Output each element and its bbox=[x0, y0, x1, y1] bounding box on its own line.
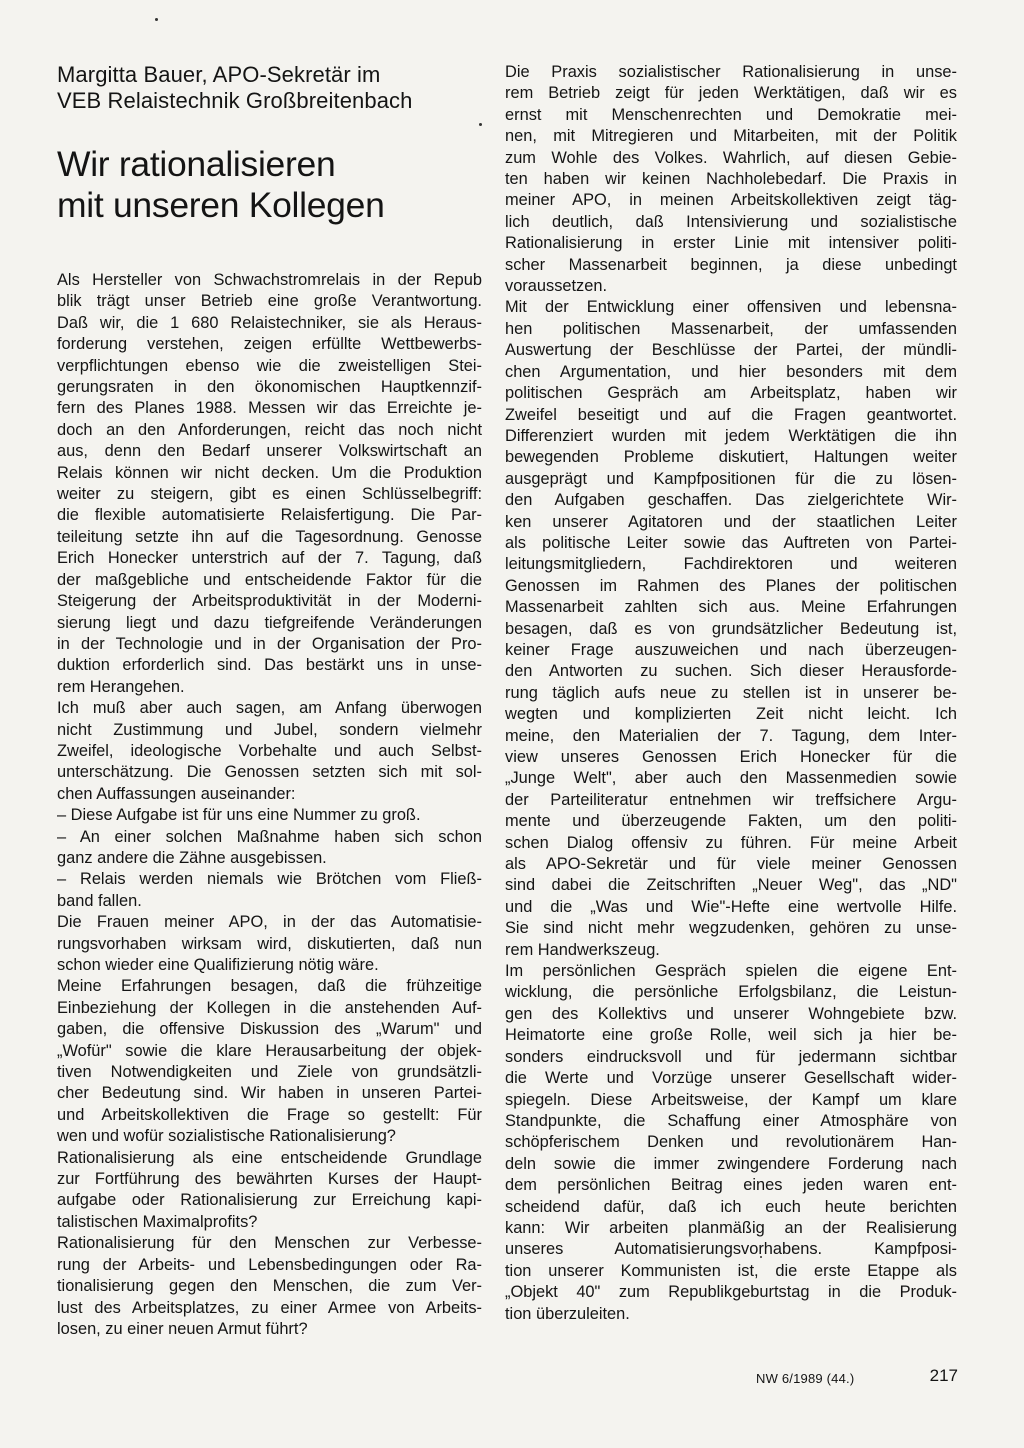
text-line: Differenziert wurden mit jedem Werktätigen die ihn bbox=[505, 426, 957, 445]
text-line: – Diese Aufgabe ist für uns eine Nummer zu groß. bbox=[57, 806, 421, 825]
text-line: tionalisierung gegen den Menschen, die zum Ver- bbox=[57, 1277, 482, 1296]
paragraph bbox=[505, 961, 957, 1325]
text-line: band fallen. bbox=[57, 891, 142, 910]
text-line: meine, den Materialien der 7. Tagung, dem Inter- bbox=[505, 726, 957, 745]
title-line: Wir rationalisieren bbox=[57, 144, 336, 184]
text-line: Standpunkte, die Schaffung einer Atmosphäre von bbox=[505, 1111, 957, 1130]
right-column-body bbox=[505, 62, 957, 1325]
text-line: Zweifel, ideologische Vorbehalte und auch Selbst- bbox=[57, 741, 482, 760]
text-line: verpflichtungen ebenso wie die zweistelligen Stei- bbox=[57, 356, 482, 375]
text-line: meiner APO, in meinen Arbeitskollektiven zeigt täg- bbox=[505, 191, 957, 210]
text-line: Im persönlichen Gespräch spielen die eigene Ent- bbox=[505, 962, 957, 981]
text-line: blik trägt unser Betrieb eine große Verantwortung. bbox=[57, 292, 482, 311]
text-line: bewegenden Probleme diskutiert, Haltungen weiter bbox=[505, 448, 957, 467]
text-line: und die „Was und Wie"-Hefte eine wertvolle Hilfe. bbox=[505, 897, 957, 916]
text-line: aus, denn den Bedarf unserer Volkswirtschaft an bbox=[57, 442, 482, 461]
text-line: die flexible automatisierte Relaisfertigung. Die Par- bbox=[57, 506, 482, 525]
text-line: rem Handwerkszeug. bbox=[505, 940, 660, 959]
text-line: chen Auffassungen auseinander: bbox=[57, 784, 296, 803]
text-line: deln sowie die immer zwingendere Forderung nach bbox=[505, 1154, 957, 1173]
title-line: mit unseren Kollegen bbox=[57, 185, 385, 225]
text-line: „Junge Welt", aber auch den Massenmedien sowie bbox=[505, 769, 957, 788]
text-line: weiter zu steigern, gibt es einen Schlüsselbegriff: bbox=[57, 485, 482, 504]
text-line: zum Wohle des Volkes. Wahrlich, auf diesen Gebie- bbox=[505, 148, 957, 167]
text-line: sind dabei die Zeitschriften „Neuer Weg", das „ND" bbox=[505, 876, 957, 895]
text-line: spiegeln. Diese Arbeitsweise, der Kampf um klare bbox=[505, 1090, 957, 1109]
text-line: Relais können wir nicht decken. Um die Produktion bbox=[57, 463, 482, 482]
text-line: Daß wir, die 1 680 Relaistechniker, sie als Heraus- bbox=[57, 313, 482, 332]
text-line: rungsvorhaben wirksam wird, diskutierten, daß nun bbox=[57, 934, 482, 953]
text-line: keiner Frage auszuweichen und nach überzeugen- bbox=[505, 640, 957, 659]
text-line: tiven Notwendigkeiten und Ziele von grundsätzli- bbox=[57, 1063, 482, 1082]
text-line: der Parteiliteratur entnehmen wir treffsichere Argu- bbox=[505, 790, 957, 809]
text-line: Mit der Entwicklung einer offensiven und lebensna- bbox=[505, 298, 957, 317]
text-line: Heimatorte eine große Rolle, weil sich ja hier be- bbox=[505, 1026, 957, 1045]
text-line: kann: Wir arbeiten planmäßig an der Realisierung bbox=[505, 1218, 957, 1237]
text-line: Auswertung der Beschlüsse der Partei, der mündli- bbox=[505, 341, 957, 360]
source-reference: NW 6/1989 (44.) bbox=[756, 1371, 855, 1386]
text-line: zur Fortführung des bewährten Kurses der Haupt- bbox=[57, 1170, 482, 1189]
paragraph bbox=[505, 62, 957, 297]
text-line: Zweifel beseitigt und auf die Fragen geantwortet. bbox=[505, 405, 957, 424]
text-line: und Arbeitskollektiven die Frage so gestellt: Für bbox=[57, 1105, 482, 1124]
text-line: die Werte und Vorzüge unserer Gesellschaft wider- bbox=[505, 1069, 957, 1088]
paragraph bbox=[57, 698, 482, 805]
text-line: lich deutlich, daß Intensivierung und sozialistische bbox=[505, 212, 957, 231]
text-line: Genossen im Rahmen des Planes der politischen bbox=[505, 576, 957, 595]
text-line: ausgeprägt und Kampfpositionen für die zu lösen- bbox=[505, 469, 957, 488]
right-column bbox=[505, 62, 957, 1325]
paragraph bbox=[57, 827, 482, 870]
paragraph bbox=[57, 869, 482, 912]
text-line: wen und wofür sozialistische Rationalisierung? bbox=[57, 1127, 396, 1146]
text-line: unseres Automatisierungsvorhabens. Kampfposi- bbox=[505, 1240, 957, 1259]
paragraph bbox=[57, 805, 482, 826]
text-line: lust des Arbeitsplatzes, zu einer Armee von Arbeits- bbox=[57, 1298, 482, 1317]
author-byline bbox=[57, 62, 482, 114]
text-line: Meine Erfahrungen besagen, daß die frühzeitige bbox=[57, 977, 482, 996]
text-line: view unseres Genossen Erich Honecker für die bbox=[505, 748, 957, 766]
text-line: ernst mit Menschenrechten und Demokratie mei- bbox=[505, 105, 957, 124]
print-speck bbox=[155, 18, 158, 21]
left-column bbox=[57, 62, 482, 1340]
text-line: scheidend dafür, daß ich euch heute berichten bbox=[505, 1197, 957, 1216]
text-line: Massenarbeit zahlten sich aus. Meine Erfahrungen bbox=[505, 598, 957, 617]
text-line: tion überzuleiten. bbox=[505, 1304, 630, 1323]
text-line: Die Praxis sozialistischer Rationalisierung in unse- bbox=[505, 63, 957, 81]
text-line: losen, zu einer neuen Armut führt? bbox=[57, 1319, 308, 1338]
text-line: sierung liegt und dazu tiefgreifende Veränderungen bbox=[57, 613, 482, 632]
text-line: leitungsmitgliedern, Fachdirektoren und weiteren bbox=[505, 555, 957, 574]
paragraph bbox=[57, 1148, 482, 1234]
author-line: VEB Relaistechnik Großbreitenbach bbox=[57, 88, 413, 113]
text-line: Steigerung der Arbeitsproduktivität in der Moderni- bbox=[57, 592, 482, 611]
text-line: schöpferischem Denken und revolutionärem Han- bbox=[505, 1133, 957, 1152]
text-line: rung der Arbeits- und Lebensbedingungen oder Ra- bbox=[57, 1255, 482, 1274]
text-line: Erich Honecker unterstrich auf der 7. Tagung, daß bbox=[57, 549, 482, 568]
article-title bbox=[57, 144, 482, 226]
text-line: ganz andere die Zähne ausgebissen. bbox=[57, 848, 327, 867]
paragraph bbox=[57, 912, 482, 976]
left-column-body bbox=[57, 270, 482, 1340]
text-line: cher Bedeutung sind. Wir haben in unseren Partei- bbox=[57, 1084, 482, 1103]
text-line: gen des Kollektivs und unserer Wohngebiete bzw. bbox=[505, 1004, 957, 1023]
author-line: Margitta Bauer, APO-Sekretär im bbox=[57, 62, 381, 87]
text-line: Rationalisierung in erster Linie mit intensiver politi- bbox=[505, 234, 957, 253]
text-line: als politische Leiter sowie das Auftreten von Partei- bbox=[505, 533, 957, 552]
text-line: duktion erforderlich sind. Das bestärkt uns in unse- bbox=[57, 656, 482, 675]
text-line: den Antworten zu suchen. Sich dieser Herausforde- bbox=[505, 662, 957, 681]
text-line: ken unserer Agitatoren und der staatlichen Leiter bbox=[505, 512, 957, 531]
text-line: in der Technologie und in der Organisation der Pro- bbox=[57, 634, 482, 653]
text-line: „Wofür" sowie die klare Herausarbeitung der objek- bbox=[57, 1041, 482, 1060]
page-number: 217 bbox=[929, 1366, 958, 1385]
text-line: politischen Gespräch am Arbeitsplatz, haben wir bbox=[505, 384, 957, 403]
text-line: ten haben wir keinen Nachholebedarf. Die Praxis in bbox=[505, 170, 957, 189]
paragraph bbox=[505, 297, 957, 961]
text-line: – Relais werden niemals wie Brötchen vom Fließ- bbox=[57, 870, 482, 889]
text-line: nicht Zustimmung und Jubel, sondern vielmehr bbox=[57, 720, 482, 739]
text-line: talistischen Maximalprofits? bbox=[57, 1212, 258, 1231]
text-line: dem persönlichen Beitrag eines jeden waren ent- bbox=[505, 1176, 957, 1195]
text-line: Als Hersteller von Schwachstromrelais in der Repub bbox=[57, 271, 482, 289]
text-line: rem Betrieb zeigt für jeden Werktätigen, daß wir es bbox=[505, 84, 957, 103]
text-line: hen politischen Massenarbeit, der umfassenden bbox=[505, 319, 957, 338]
text-line: Die Frauen meiner APO, in der das Automatisie- bbox=[57, 913, 482, 932]
text-line: schon wieder eine Qualifizierung nötig wäre. bbox=[57, 956, 379, 974]
text-line: mente und überzeugende Fakten, um den politi- bbox=[505, 812, 957, 831]
text-line: teileitung setzte ihn auf die Tagesordnung. Genosse bbox=[57, 527, 482, 546]
text-line: voraussetzen. bbox=[505, 277, 608, 296]
text-line: besagen, daß es von grundsätzlicher Bedeutung ist, bbox=[505, 619, 957, 638]
text-line: chen Argumentation, und hier besonders mit dem bbox=[505, 362, 957, 381]
text-line: gerungsraten in den ökonomischen Hauptkennzif- bbox=[57, 378, 482, 397]
text-line: als APO-Sekretär und für viele meiner Genossen bbox=[505, 855, 957, 874]
paragraph bbox=[57, 976, 482, 1147]
text-line: tion unserer Kommunisten ist, die erste Etappe als bbox=[505, 1261, 957, 1280]
text-line: sonders eindrucksvoll und für jedermann sichtbar bbox=[505, 1047, 957, 1066]
text-line: wegten und komplizierten Zeit nicht leicht. Ich bbox=[505, 705, 957, 724]
text-line: „Objekt 40" zum Republikgeburtstag in die Produk- bbox=[505, 1283, 957, 1302]
page-footer bbox=[756, 1366, 966, 1390]
text-line: fern des Planes 1988. Messen wir das Erreichte je- bbox=[57, 399, 482, 418]
text-line: Rationalisierung für den Menschen zur Verbesse- bbox=[57, 1234, 482, 1253]
text-line: der maßgebliche und entscheidende Faktor für die bbox=[57, 570, 482, 589]
paragraph bbox=[57, 270, 482, 698]
text-line: forderung verstehen, zeigen erfüllte Wettbewerbs- bbox=[57, 335, 482, 354]
text-line: Sie sind nicht mehr wegzudenken, gehören zu unse- bbox=[505, 919, 957, 938]
text-line: gaben, die offensive Diskussion des „Warum" und bbox=[57, 1020, 482, 1039]
text-line: aufgabe oder Rationalisierung zur Erreichung kapi- bbox=[57, 1191, 482, 1210]
text-line: schen Dialog offensiv zu führen. Für meine Arbeit bbox=[505, 833, 957, 852]
text-line: unterschätzung. Die Genossen setzten sich mit sol- bbox=[57, 763, 482, 782]
text-line: rem Herangehen. bbox=[57, 677, 185, 696]
text-line: Einbeziehung der Kollegen in die anstehenden Auf- bbox=[57, 998, 482, 1017]
text-line: nen, mit Mitregieren und Mitarbeiten, mit der Politik bbox=[505, 127, 957, 146]
text-line: – An einer solchen Maßnahme haben sich schon bbox=[57, 827, 482, 846]
text-line: rung täglich aufs neue zu stellen ist in unserer be- bbox=[505, 683, 957, 702]
text-line: Ich muß aber auch sagen, am Anfang überwogen bbox=[57, 699, 482, 718]
text-line: scher Massenarbeit beginnen, ja diese unbedingt bbox=[505, 255, 957, 274]
text-line: wicklung, die persönliche Erfolgsbilanz, die Leistun- bbox=[505, 983, 957, 1002]
text-line: Rationalisierung als eine entscheidende Grundlage bbox=[57, 1148, 482, 1167]
paragraph bbox=[57, 1233, 482, 1340]
text-line: den Aufgaben geschaffen. Das zielgerichtete Wir- bbox=[505, 491, 957, 510]
text-line: doch an den Anforderungen, reicht das noch nicht bbox=[57, 420, 482, 439]
